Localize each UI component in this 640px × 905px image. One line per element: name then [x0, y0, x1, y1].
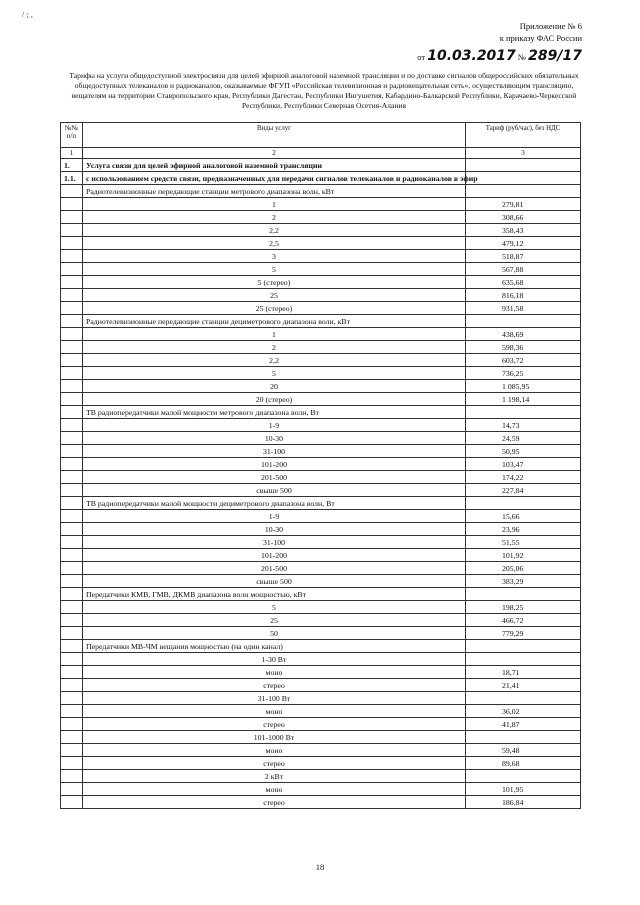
row-tariff: 308,66	[466, 211, 581, 224]
table-row	[61, 536, 581, 549]
table-row	[61, 276, 581, 289]
row-label: 2	[83, 211, 466, 224]
table-row	[61, 692, 581, 705]
row-tariff: 816,18	[466, 289, 581, 302]
row-label: стерео	[83, 679, 466, 692]
section-title: Услуга связи для целей эфирной аналоговой наземной трансляции	[83, 159, 466, 172]
table-row	[61, 432, 581, 445]
row-tariff: 635,68	[466, 276, 581, 289]
table-row	[61, 549, 581, 562]
row-num-cell	[61, 211, 83, 224]
row-label: 1-9	[83, 510, 466, 523]
row-num-cell	[61, 302, 83, 315]
row-label: 1	[83, 328, 466, 341]
row-label: 1-9	[83, 419, 466, 432]
row-num-cell	[61, 770, 83, 783]
row-label: моно	[83, 783, 466, 796]
row-label: 31-100	[83, 445, 466, 458]
row-tariff: 1 198,14	[466, 393, 581, 406]
section-number: 1.	[61, 159, 83, 172]
appendix-line-2: к приказу ФАС России	[499, 33, 582, 43]
header-num: №№ п/п	[61, 123, 83, 148]
row-num-cell	[61, 731, 83, 744]
table-row	[61, 484, 581, 497]
row-tariff: 51,55	[466, 536, 581, 549]
row-tariff: 89,68	[466, 757, 581, 770]
group-title: ТВ радиопередатчики малой мощности метрового диапазона волн, Вт	[83, 406, 466, 419]
group-title-row	[61, 315, 581, 328]
row-num-cell	[61, 614, 83, 627]
group-title: Радиотелевизионные передающие станции дециметрового диапазона волн, кВт	[83, 315, 466, 328]
row-label: моно	[83, 705, 466, 718]
row-tariff: 15,66	[466, 510, 581, 523]
table-row	[61, 627, 581, 640]
header-service: Виды услуг	[83, 123, 466, 148]
row-label: 101-1000 Вт	[83, 731, 466, 744]
order-date: 10.03.2017	[427, 48, 516, 64]
row-label: 20	[83, 380, 466, 393]
subsection-row	[61, 172, 581, 185]
row-label: 10-30	[83, 523, 466, 536]
group-title: Радиотелевизионные передающие станции метрового диапазона волн, кВт	[83, 185, 466, 198]
row-num-cell	[61, 718, 83, 731]
row-tariff: 21,41	[466, 679, 581, 692]
row-tariff: 101,95	[466, 783, 581, 796]
row-label: 201-500	[83, 471, 466, 484]
row-tariff	[466, 770, 581, 783]
row-label: моно	[83, 744, 466, 757]
table-row	[61, 224, 581, 237]
table-row	[61, 263, 581, 276]
table-row	[61, 328, 581, 341]
row-label: моно	[83, 666, 466, 679]
table-row	[61, 614, 581, 627]
row-tariff: 598,36	[466, 341, 581, 354]
row-num-cell	[61, 250, 83, 263]
section-tariff-cell	[466, 159, 581, 172]
row-num-cell	[61, 315, 83, 328]
row-tariff: 103,47	[466, 458, 581, 471]
row-label: 101-200	[83, 458, 466, 471]
row-label: 2,2	[83, 224, 466, 237]
row-tariff: 279,81	[466, 198, 581, 211]
row-num-cell	[61, 666, 83, 679]
row-tariff: 518,87	[466, 250, 581, 263]
row-tariff: 466,72	[466, 614, 581, 627]
group-tariff-cell	[466, 588, 581, 601]
group-title: Передатчики КМВ, ГМВ, ДКМВ диапазона волн мощностью, кВт	[83, 588, 466, 601]
row-num-cell	[61, 471, 83, 484]
table-row	[61, 770, 581, 783]
row-num-cell	[61, 328, 83, 341]
group-tariff-cell	[466, 185, 581, 198]
row-num-cell	[61, 679, 83, 692]
corner-marks: / ⁏ ,	[22, 10, 33, 19]
row-num-cell	[61, 419, 83, 432]
row-num-cell	[61, 289, 83, 302]
row-num-cell	[61, 263, 83, 276]
row-num-cell	[61, 354, 83, 367]
group-title: ТВ радиопередатчики малой мощности дециметрового диапазона волн, Вт	[83, 497, 466, 510]
header-tariff: Тариф (руб/час), без НДС	[466, 123, 581, 148]
row-tariff: 24,59	[466, 432, 581, 445]
row-num-cell	[61, 406, 83, 419]
row-tariff: 438,69	[466, 328, 581, 341]
subsection-number: 1.1.	[61, 172, 83, 185]
row-num-cell	[61, 237, 83, 250]
row-label: свыше 500	[83, 484, 466, 497]
row-num-cell	[61, 562, 83, 575]
row-tariff: 14,73	[466, 419, 581, 432]
row-tariff: 41,87	[466, 718, 581, 731]
row-tariff: 186,84	[466, 796, 581, 809]
table-row	[61, 237, 581, 250]
table-row	[61, 601, 581, 614]
table-row	[61, 575, 581, 588]
table-row	[61, 783, 581, 796]
row-label: 1-30 Вт	[83, 653, 466, 666]
row-num-cell	[61, 588, 83, 601]
row-num-cell	[61, 367, 83, 380]
row-label: 5	[83, 367, 466, 380]
row-tariff: 479,12	[466, 237, 581, 250]
table-row	[61, 380, 581, 393]
document-heading: Тарифы на услуги общедоступной электросвязи для целей эфирной аналоговой наземной трансляции и по доставке сигналов общероссийских обязательных общедоступных телеканалов и радиоканалов, оказываемые ФГУП «Российская телевизионная и радиовещательная сеть», осуществляющим трансляцию, вещателям на территории Ставропольского края, Республики Дагестан, Республики Ингушетия, Кабардино-Балкарской Республики, Карачаево-Черкесской Республики, Республики Северная Осетия-Алания	[69, 71, 579, 110]
row-num-cell	[61, 510, 83, 523]
row-label: 1	[83, 198, 466, 211]
row-tariff: 358,43	[466, 224, 581, 237]
column-number: 2	[83, 148, 466, 159]
row-label: 10-30	[83, 432, 466, 445]
table-row	[61, 653, 581, 666]
table-row	[61, 250, 581, 263]
appendix-header	[500, 20, 582, 44]
group-title-row	[61, 185, 581, 198]
table-row	[61, 705, 581, 718]
row-num-cell	[61, 341, 83, 354]
row-num-cell	[61, 796, 83, 809]
order-prefix: от	[417, 52, 426, 62]
table-row	[61, 510, 581, 523]
row-num-cell	[61, 705, 83, 718]
row-label: 5	[83, 601, 466, 614]
row-label: 25 (стерео)	[83, 302, 466, 315]
row-num-cell	[61, 575, 83, 588]
row-label: 5	[83, 263, 466, 276]
row-label: 25	[83, 289, 466, 302]
section-row	[61, 159, 581, 172]
row-label: 2,5	[83, 237, 466, 250]
row-num-cell	[61, 757, 83, 770]
row-tariff: 736,25	[466, 367, 581, 380]
row-tariff	[466, 731, 581, 744]
row-label: 2,2	[83, 354, 466, 367]
row-num-cell	[61, 536, 83, 549]
row-num-cell	[61, 393, 83, 406]
table-row	[61, 367, 581, 380]
group-title: Передатчики МВ-ЧМ вещания мощностью (на один канал)	[83, 640, 466, 653]
group-tariff-cell	[466, 640, 581, 653]
table-row	[61, 562, 581, 575]
row-num-cell	[61, 523, 83, 536]
order-number-label: №	[517, 52, 527, 62]
row-num-cell	[61, 432, 83, 445]
row-label: стерео	[83, 757, 466, 770]
row-num-cell	[61, 653, 83, 666]
row-num-cell	[61, 627, 83, 640]
row-tariff: 36,02	[466, 705, 581, 718]
row-tariff: 779,29	[466, 627, 581, 640]
table-row	[61, 731, 581, 744]
row-num-cell	[61, 380, 83, 393]
table-row	[61, 744, 581, 757]
table-row	[61, 211, 581, 224]
row-label: 25	[83, 614, 466, 627]
row-label: 101-200	[83, 549, 466, 562]
table-row	[61, 666, 581, 679]
row-tariff	[466, 692, 581, 705]
row-num-cell	[61, 497, 83, 510]
row-tariff: 1 085,95	[466, 380, 581, 393]
table-row	[61, 757, 581, 770]
row-num-cell	[61, 224, 83, 237]
row-num-cell	[61, 484, 83, 497]
table-row	[61, 419, 581, 432]
row-num-cell	[61, 783, 83, 796]
row-num-cell	[61, 445, 83, 458]
row-tariff: 383,29	[466, 575, 581, 588]
row-label: 3	[83, 250, 466, 263]
row-tariff: 59,48	[466, 744, 581, 757]
row-tariff: 567,88	[466, 263, 581, 276]
row-label: 31-100	[83, 536, 466, 549]
row-num-cell	[61, 744, 83, 757]
table-row	[61, 523, 581, 536]
row-tariff: 174,22	[466, 471, 581, 484]
group-tariff-cell	[466, 497, 581, 510]
group-title-row	[61, 406, 581, 419]
row-label: 2 кВт	[83, 770, 466, 783]
row-num-cell	[61, 640, 83, 653]
group-tariff-cell	[466, 406, 581, 419]
row-label: 20 (стерео)	[83, 393, 466, 406]
table-body	[61, 159, 581, 809]
row-label: свыше 500	[83, 575, 466, 588]
table-header-row	[61, 123, 581, 148]
row-tariff	[466, 653, 581, 666]
table-row	[61, 445, 581, 458]
row-label: 31-100 Вт	[83, 692, 466, 705]
table-row	[61, 302, 581, 315]
table-row	[61, 471, 581, 484]
row-num-cell	[61, 185, 83, 198]
row-tariff: 205,06	[466, 562, 581, 575]
row-label: стерео	[83, 796, 466, 809]
row-num-cell	[61, 601, 83, 614]
column-number: 3	[466, 148, 581, 159]
table-row	[61, 393, 581, 406]
row-tariff: 18,71	[466, 666, 581, 679]
row-tariff: 931,58	[466, 302, 581, 315]
group-title-row	[61, 497, 581, 510]
row-num-cell	[61, 458, 83, 471]
row-tariff: 23,96	[466, 523, 581, 536]
subsection-tariff-cell	[466, 172, 581, 185]
group-title-row	[61, 588, 581, 601]
column-number: 1	[61, 148, 83, 159]
table-row	[61, 458, 581, 471]
table-row	[61, 354, 581, 367]
row-tariff: 50,95	[466, 445, 581, 458]
table-row	[61, 198, 581, 211]
page-number: 18	[315, 862, 325, 872]
order-number: 289/17	[528, 48, 582, 64]
table-row	[61, 289, 581, 302]
row-label: стерео	[83, 718, 466, 731]
table-row	[61, 718, 581, 731]
group-tariff-cell	[466, 315, 581, 328]
row-num-cell	[61, 692, 83, 705]
row-label: 201-500	[83, 562, 466, 575]
table-row	[61, 341, 581, 354]
row-tariff: 101,92	[466, 549, 581, 562]
row-num-cell	[61, 198, 83, 211]
row-tariff: 198,25	[466, 601, 581, 614]
row-tariff: 227,84	[466, 484, 581, 497]
table-row	[61, 796, 581, 809]
subsection-title: с использованием средств связи, предназначенных для передачи сигналов телеканалов и радиоканалов в эфир	[83, 172, 466, 185]
table-row	[61, 679, 581, 692]
group-title-row	[61, 640, 581, 653]
row-label: 2	[83, 341, 466, 354]
appendix-line-1: Приложение № 6	[519, 21, 582, 31]
row-num-cell	[61, 549, 83, 562]
column-number-row	[61, 148, 581, 159]
row-num-cell	[61, 276, 83, 289]
tariff-table	[60, 122, 581, 809]
row-label: 50	[83, 627, 466, 640]
row-tariff: 603,72	[466, 354, 581, 367]
order-reference	[417, 48, 582, 64]
row-label: 5 (стерео)	[83, 276, 466, 289]
